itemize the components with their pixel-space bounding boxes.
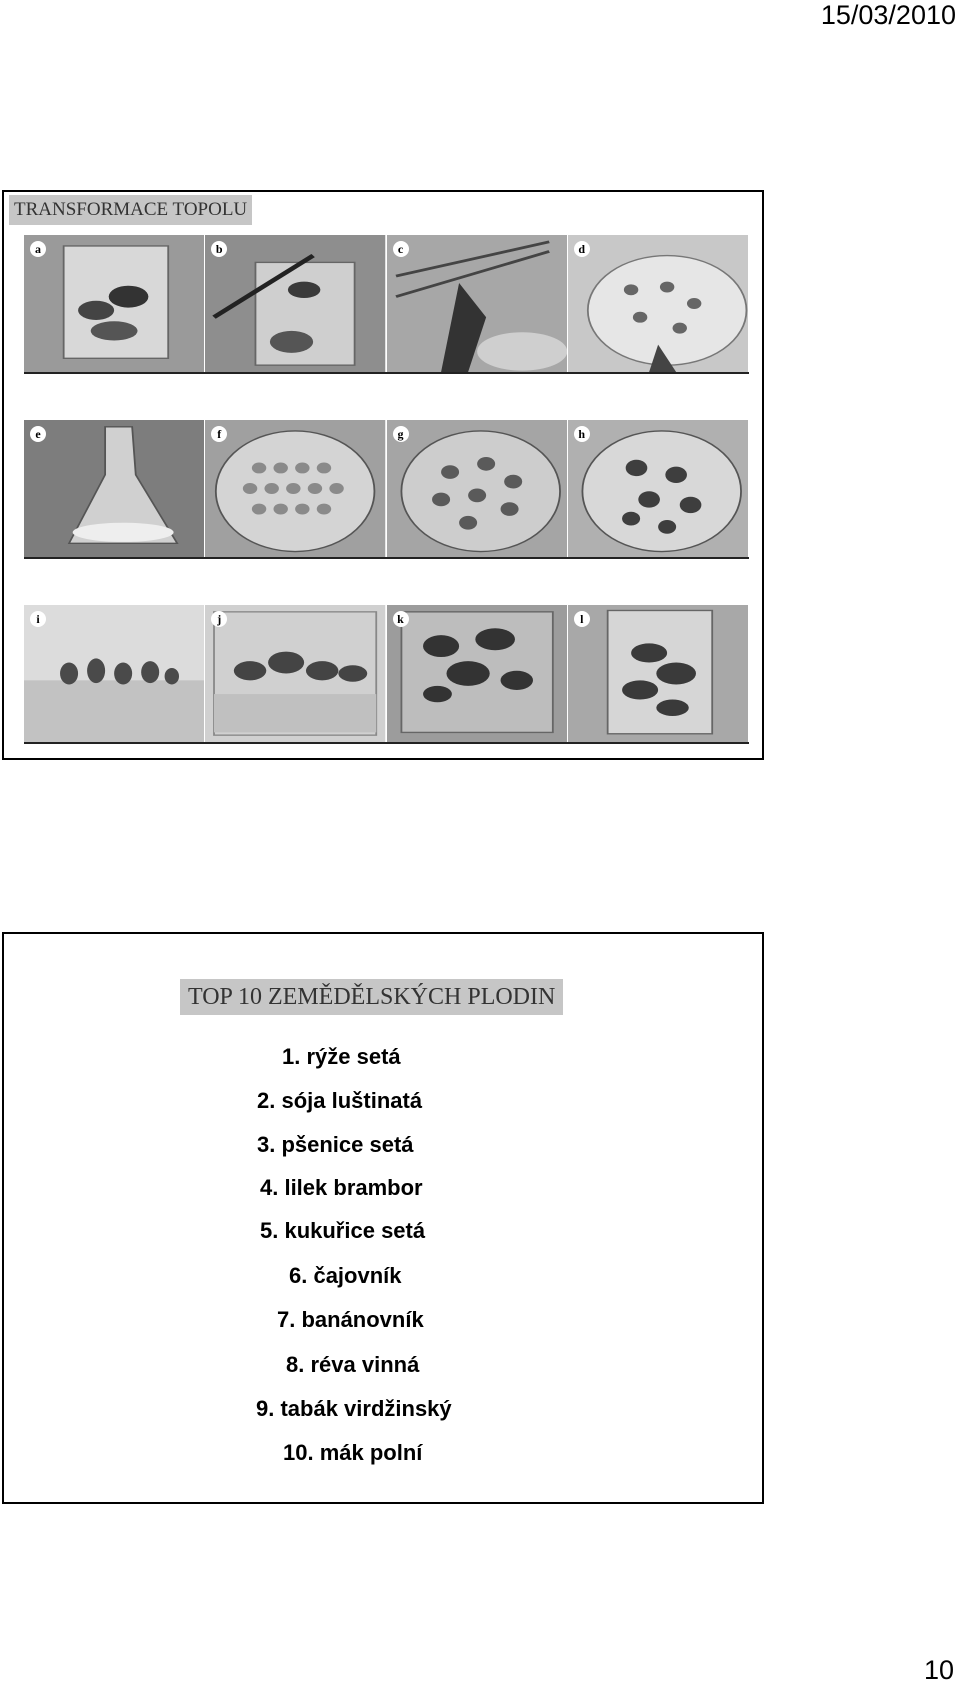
photo-panel (24, 605, 205, 742)
slide-transformace (2, 190, 764, 760)
photo-panel (568, 235, 749, 372)
list-item: 4. lilek brambor (260, 1175, 423, 1200)
petri-dish-icon (568, 235, 748, 372)
photo-row (24, 235, 749, 374)
slide-title: TOP 10 ZEMĚDĚLSKÝCH PLODIN (180, 979, 563, 1015)
list-item: 10. mák polní (283, 1440, 423, 1465)
photo-label: i (30, 611, 46, 627)
photo-label: l (574, 611, 590, 627)
flask-icon (24, 420, 204, 557)
jar-icon (568, 605, 748, 742)
photo-panel (387, 605, 568, 742)
list-item: 8. réva vinná (286, 1352, 420, 1377)
photo-row (24, 420, 749, 559)
photo-label: f (211, 426, 227, 442)
photo-label: c (393, 241, 409, 257)
page-number: 10 (923, 1655, 954, 1685)
photo-panel (387, 235, 568, 372)
photo-panel (205, 420, 386, 557)
jar-icon (205, 605, 385, 742)
photo-panel (568, 420, 749, 557)
photo-label: g (393, 426, 409, 442)
photo-label: d (574, 241, 590, 257)
photo-label: k (393, 611, 409, 627)
photo-label: j (211, 611, 227, 627)
list-item: 3. pšenice setá (257, 1132, 414, 1157)
print-date: 15/03/2010 (820, 0, 956, 30)
photo-label: h (574, 426, 590, 442)
list-item: 7. banánovník (277, 1307, 424, 1332)
photo-panel (24, 420, 205, 557)
cutter-icon (387, 235, 567, 372)
petri-dish-icon (568, 420, 748, 557)
photo-label: b (211, 241, 227, 257)
list-item: 2. sója luštinatá (257, 1088, 423, 1113)
photo-panel (205, 235, 386, 372)
jar-icon (387, 605, 567, 742)
photo-label: e (30, 426, 46, 442)
slide-title: TRANSFORMACE TOPOLU (9, 195, 252, 225)
jar-icon (24, 605, 204, 742)
list-item: 9. tabák virdžinský (256, 1396, 452, 1421)
jar-icon (24, 235, 204, 372)
list-item: 1. rýže setá (282, 1044, 401, 1069)
photo-panel (205, 605, 386, 742)
photo-panel (568, 605, 749, 742)
tweezers-icon (205, 235, 385, 372)
photo-panel (387, 420, 568, 557)
photo-label: a (30, 241, 46, 257)
photo-row (24, 605, 749, 744)
list-item: 6. čajovník (289, 1263, 402, 1288)
petri-dish-icon (205, 420, 385, 557)
list-item: 5. kukuřice setá (260, 1218, 426, 1243)
slide-top10 (2, 932, 764, 1504)
petri-dish-icon (387, 420, 567, 557)
photo-panel (24, 235, 205, 372)
